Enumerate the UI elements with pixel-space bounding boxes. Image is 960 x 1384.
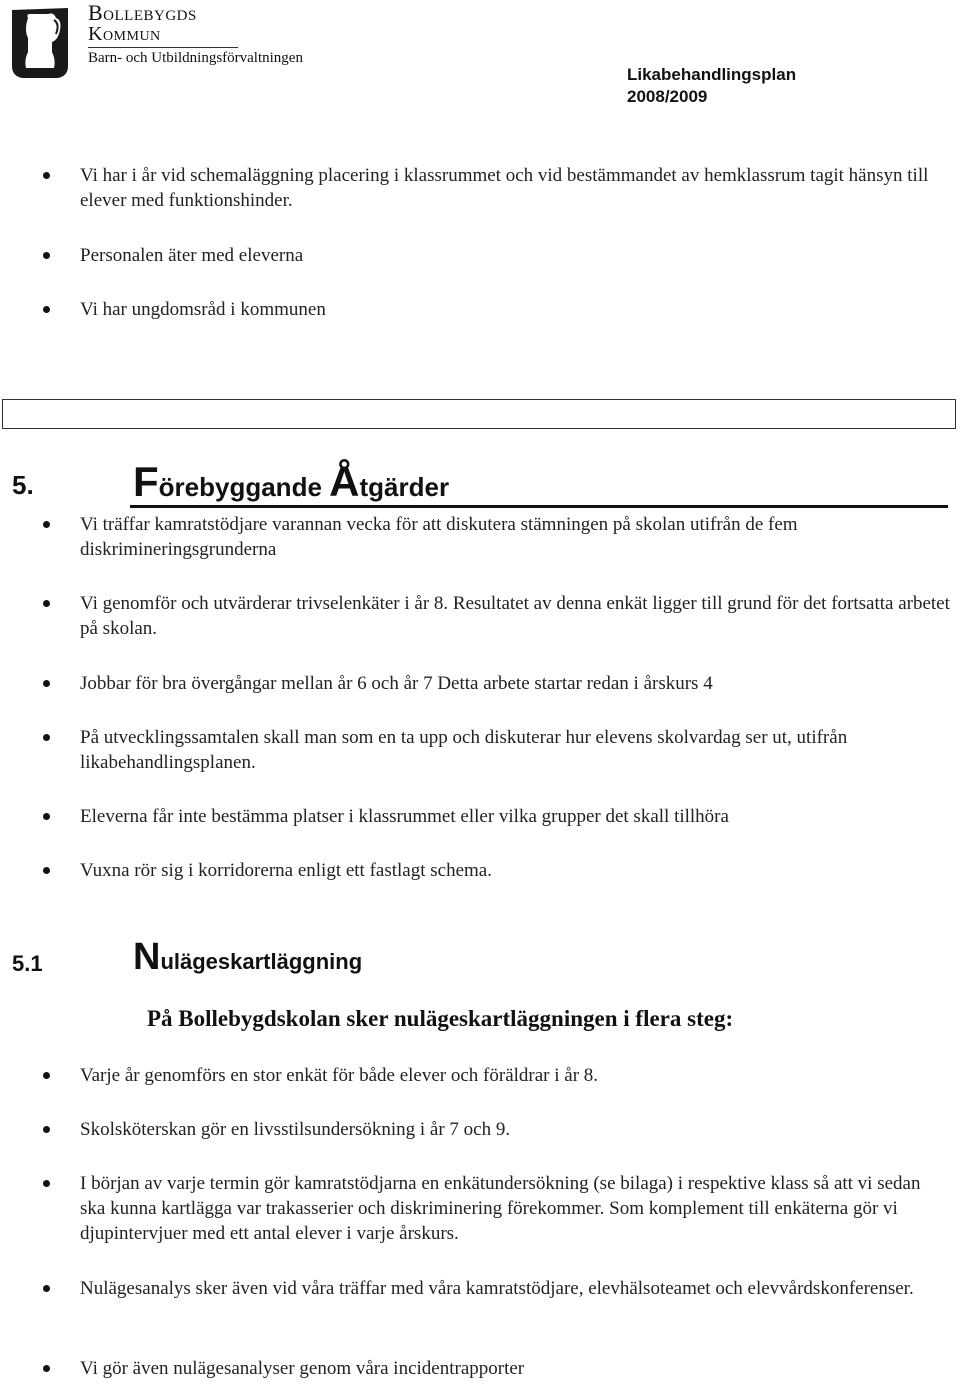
org-divider (88, 47, 238, 48)
list-item: Personalen äter med eleverna (80, 243, 950, 268)
bullet-icon (43, 1072, 50, 1079)
bullet-icon (43, 734, 50, 741)
section-5-rule (130, 505, 948, 508)
org-line-2: Kommun (88, 23, 161, 45)
list-item: På utvecklingssamtalen skall man som en ta upp och diskuterar hur elevens skolvardag ser ut, utifrån likabehandlingsplanen. (80, 725, 950, 775)
list-item: Vi gör även nulägesanalyser genom våra incidentrapporter (80, 1356, 950, 1381)
document-title-year: 2008/2009 (627, 87, 708, 106)
jug-emblem-icon (10, 4, 70, 80)
list-item: Skolsköterskan gör en livsstilsundersökning i år 7 och 9. (80, 1117, 950, 1142)
section-5-1-subheading: På Bollebygdskolan sker nulägeskartläggningen i flera steg: (147, 1006, 734, 1031)
section-5-1-number: 5.1 (12, 951, 43, 976)
bullet-icon (43, 813, 50, 820)
bullet-icon (43, 1126, 50, 1133)
bullet-icon (43, 680, 50, 687)
section-5-title: Förebyggande Åtgärder (133, 458, 450, 505)
bullet-icon (43, 867, 50, 874)
list-item: Vi träffar kamratstödjare varannan vecka för att diskutera stämningen på skolan utifrån de fem diskrimineringsgrunderna (80, 512, 950, 562)
list-item: Vi har i år vid schemaläggning placering i klassrummet och vid bestämmandet av hemklassrum tagit hänsyn till elever med funktionshinder. (80, 163, 950, 213)
organization-name (88, 2, 303, 66)
bullet-icon (43, 521, 50, 528)
list-item: Nulägesanalys sker även vid våra träffar med våra kamratstödjare, elevhälsoteamet och elevvårdskonferenser. (80, 1276, 950, 1301)
section-5-1-title: Nulägeskartläggning (133, 936, 363, 978)
list-item: Vuxna rör sig i korridorerna enligt ett fastlagt schema. (80, 858, 950, 883)
list-item: Vi har ungdomsråd i kommunen (80, 297, 950, 322)
section-5-number: 5. (12, 470, 34, 500)
list-item: I början av varje termin gör kamratstödjarna en enkätundersökning (se bilaga) i respektive klass så att vi sedan ska kunna kartlägga var trakasserier och diskriminering förekommer. Som komplement till enkäterna gör vi djupintervjuer med ett antal elever i varje årskurs. (80, 1171, 950, 1246)
bullet-icon (43, 172, 50, 179)
bullet-icon (43, 252, 50, 259)
bullet-icon (43, 306, 50, 313)
bullet-icon (43, 1365, 50, 1372)
bullet-icon (43, 600, 50, 607)
bullet-icon (43, 1285, 50, 1292)
document-title (627, 64, 796, 108)
list-item: Eleverna får inte bestämma platser i klassrummet eller vilka grupper det skall tillhöra (80, 804, 950, 829)
document-title-name: Likabehandlingsplan (627, 65, 797, 84)
empty-frame (2, 399, 956, 429)
org-line-3: Barn- och Utbildningsförvaltningen (88, 50, 303, 66)
org-line-1: Bollebygds (88, 0, 197, 25)
list-item: Varje år genomförs en stor enkät för både elever och föräldrar i år 8. (80, 1063, 950, 1088)
list-item: Vi genomför och utvärderar trivselenkäter i år 8. Resultatet av denna enkät ligger till grund för det fortsatta arbetet på skolan. (80, 591, 950, 641)
bullet-icon (43, 1180, 50, 1187)
list-item: Jobbar för bra övergångar mellan år 6 och år 7 Detta arbete startar redan i årskurs 4 (80, 671, 950, 696)
